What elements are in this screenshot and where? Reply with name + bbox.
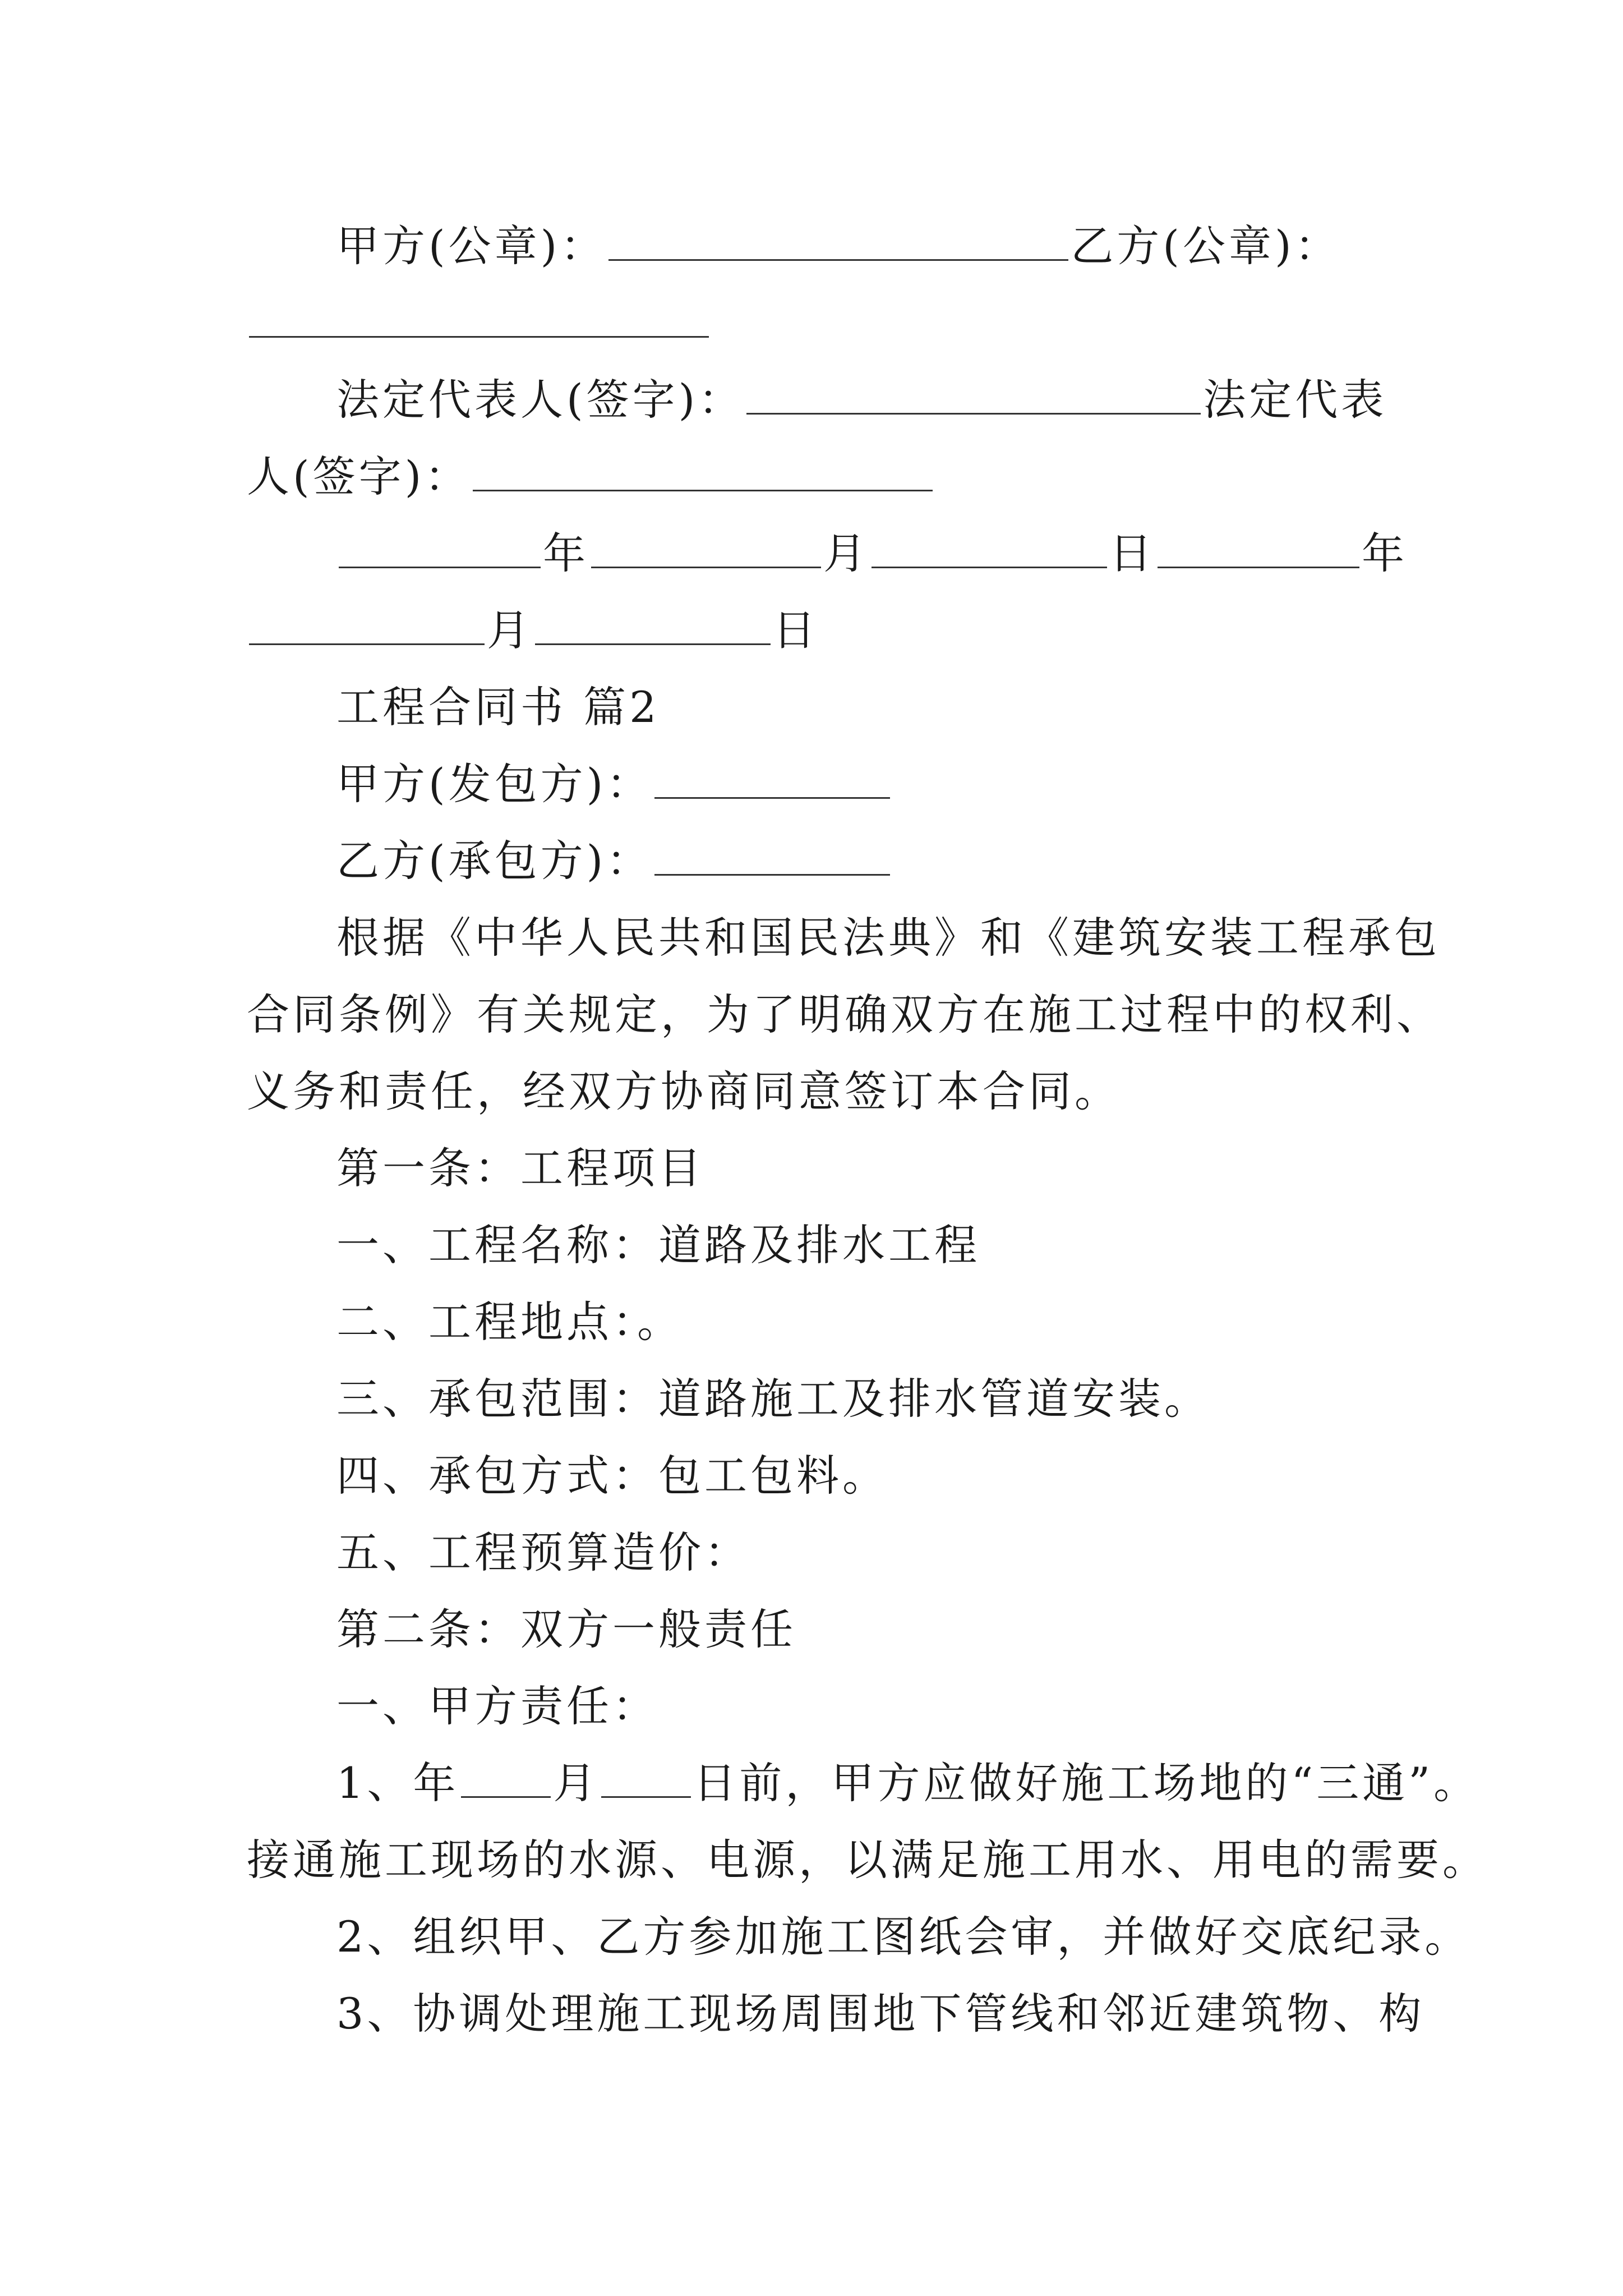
seal-line: [247, 208, 1396, 284]
party-a-rep-blank: [746, 372, 1201, 415]
month-blank-a: [591, 526, 821, 568]
sub-heading: 一、甲方责任：: [336, 1681, 658, 1731]
party-b-seal-label: 乙方(公章)：: [1071, 221, 1341, 271]
month-label-a: 月: [823, 528, 869, 578]
party-a-blank: [654, 757, 890, 799]
month-label-b: 月: [487, 605, 533, 655]
list-item: 五、工程预算造价：: [336, 1527, 750, 1577]
year-blank-b: [1158, 526, 1359, 568]
party-a-line: [247, 746, 1396, 822]
resp-1-text: 日前，甲方应做好施工场地的“三通”。: [693, 1758, 1480, 1808]
year-blank-a: [339, 526, 541, 568]
list-item: 二、工程地点：。: [336, 1297, 683, 1347]
party-a-seal-blank: [608, 219, 1068, 261]
party-b-label: 乙方(承包方)：: [336, 836, 653, 886]
date-line: [247, 515, 1408, 592]
day-blank-b: [535, 603, 771, 645]
party-b-line: [247, 822, 1396, 899]
year-label-a: 年: [543, 528, 589, 578]
rep-line-continued: [247, 438, 1396, 515]
paragraph-line: 根据《中华人民共和国民法典》和《建筑安装工程承包: [336, 913, 1440, 963]
paragraph-line: 义务和责任，经双方协商同意签订本合同。: [247, 1066, 1121, 1116]
resp-1-month-blank: [601, 1756, 691, 1798]
party-a-rep-label: 法定代表人(签字)：: [336, 375, 745, 425]
article-heading: 第二条：双方一般责任: [336, 1604, 796, 1654]
paragraph-line: 合同条例》有关规定，为了明确双方在施工过程中的权利、: [247, 990, 1442, 1039]
section-title: 工程合同书 篇2: [336, 682, 660, 732]
responsibility-2: 2、组织甲、乙方参加施工图纸会审，并做好交底纪录。: [336, 1912, 1471, 1962]
party-b-rep-blank: [473, 449, 933, 491]
year-label-b: 年: [1362, 528, 1408, 578]
resp-1-month: 月: [553, 1758, 600, 1808]
resp-1-year: 1、年: [336, 1758, 459, 1808]
day-label-b: 日: [773, 605, 819, 655]
party-b-rep-label-start: 法定代表: [1203, 375, 1387, 425]
date-line-continued: [247, 592, 1396, 669]
responsibility-3: 3、协调处理施工现场周围地下管线和邻近建筑物、构: [336, 1989, 1425, 2039]
document-body: [247, 208, 1488, 2052]
article-heading: 第一条：工程项目: [336, 1143, 704, 1193]
day-label-a: 日: [1109, 528, 1155, 578]
list-item: 四、承包方式：包工包料。: [336, 1451, 888, 1501]
party-a-seal-label: 甲方(公章)：: [336, 221, 607, 271]
party-b-seal-blank-line: [247, 284, 1396, 361]
party-b-blank: [654, 834, 890, 876]
paragraph-line: 接通施工现场的水源、电源，以满足施工用水、用电的需要。: [247, 1835, 1488, 1885]
list-item: 三、承包范围：道路施工及排水管道安装。: [336, 1374, 1210, 1424]
list-item: 一、工程名称：道路及排水工程: [336, 1220, 980, 1270]
party-b-seal-blank: [249, 296, 709, 338]
resp-1-year-blank: [461, 1756, 551, 1798]
responsibility-1: [247, 1745, 1480, 1821]
party-a-label: 甲方(发包方)：: [336, 759, 653, 809]
day-blank-a: [872, 526, 1107, 568]
rep-line: [247, 361, 1396, 438]
party-b-rep-label-end: 人(签字)：: [247, 452, 471, 501]
month-blank-b: [249, 603, 485, 645]
